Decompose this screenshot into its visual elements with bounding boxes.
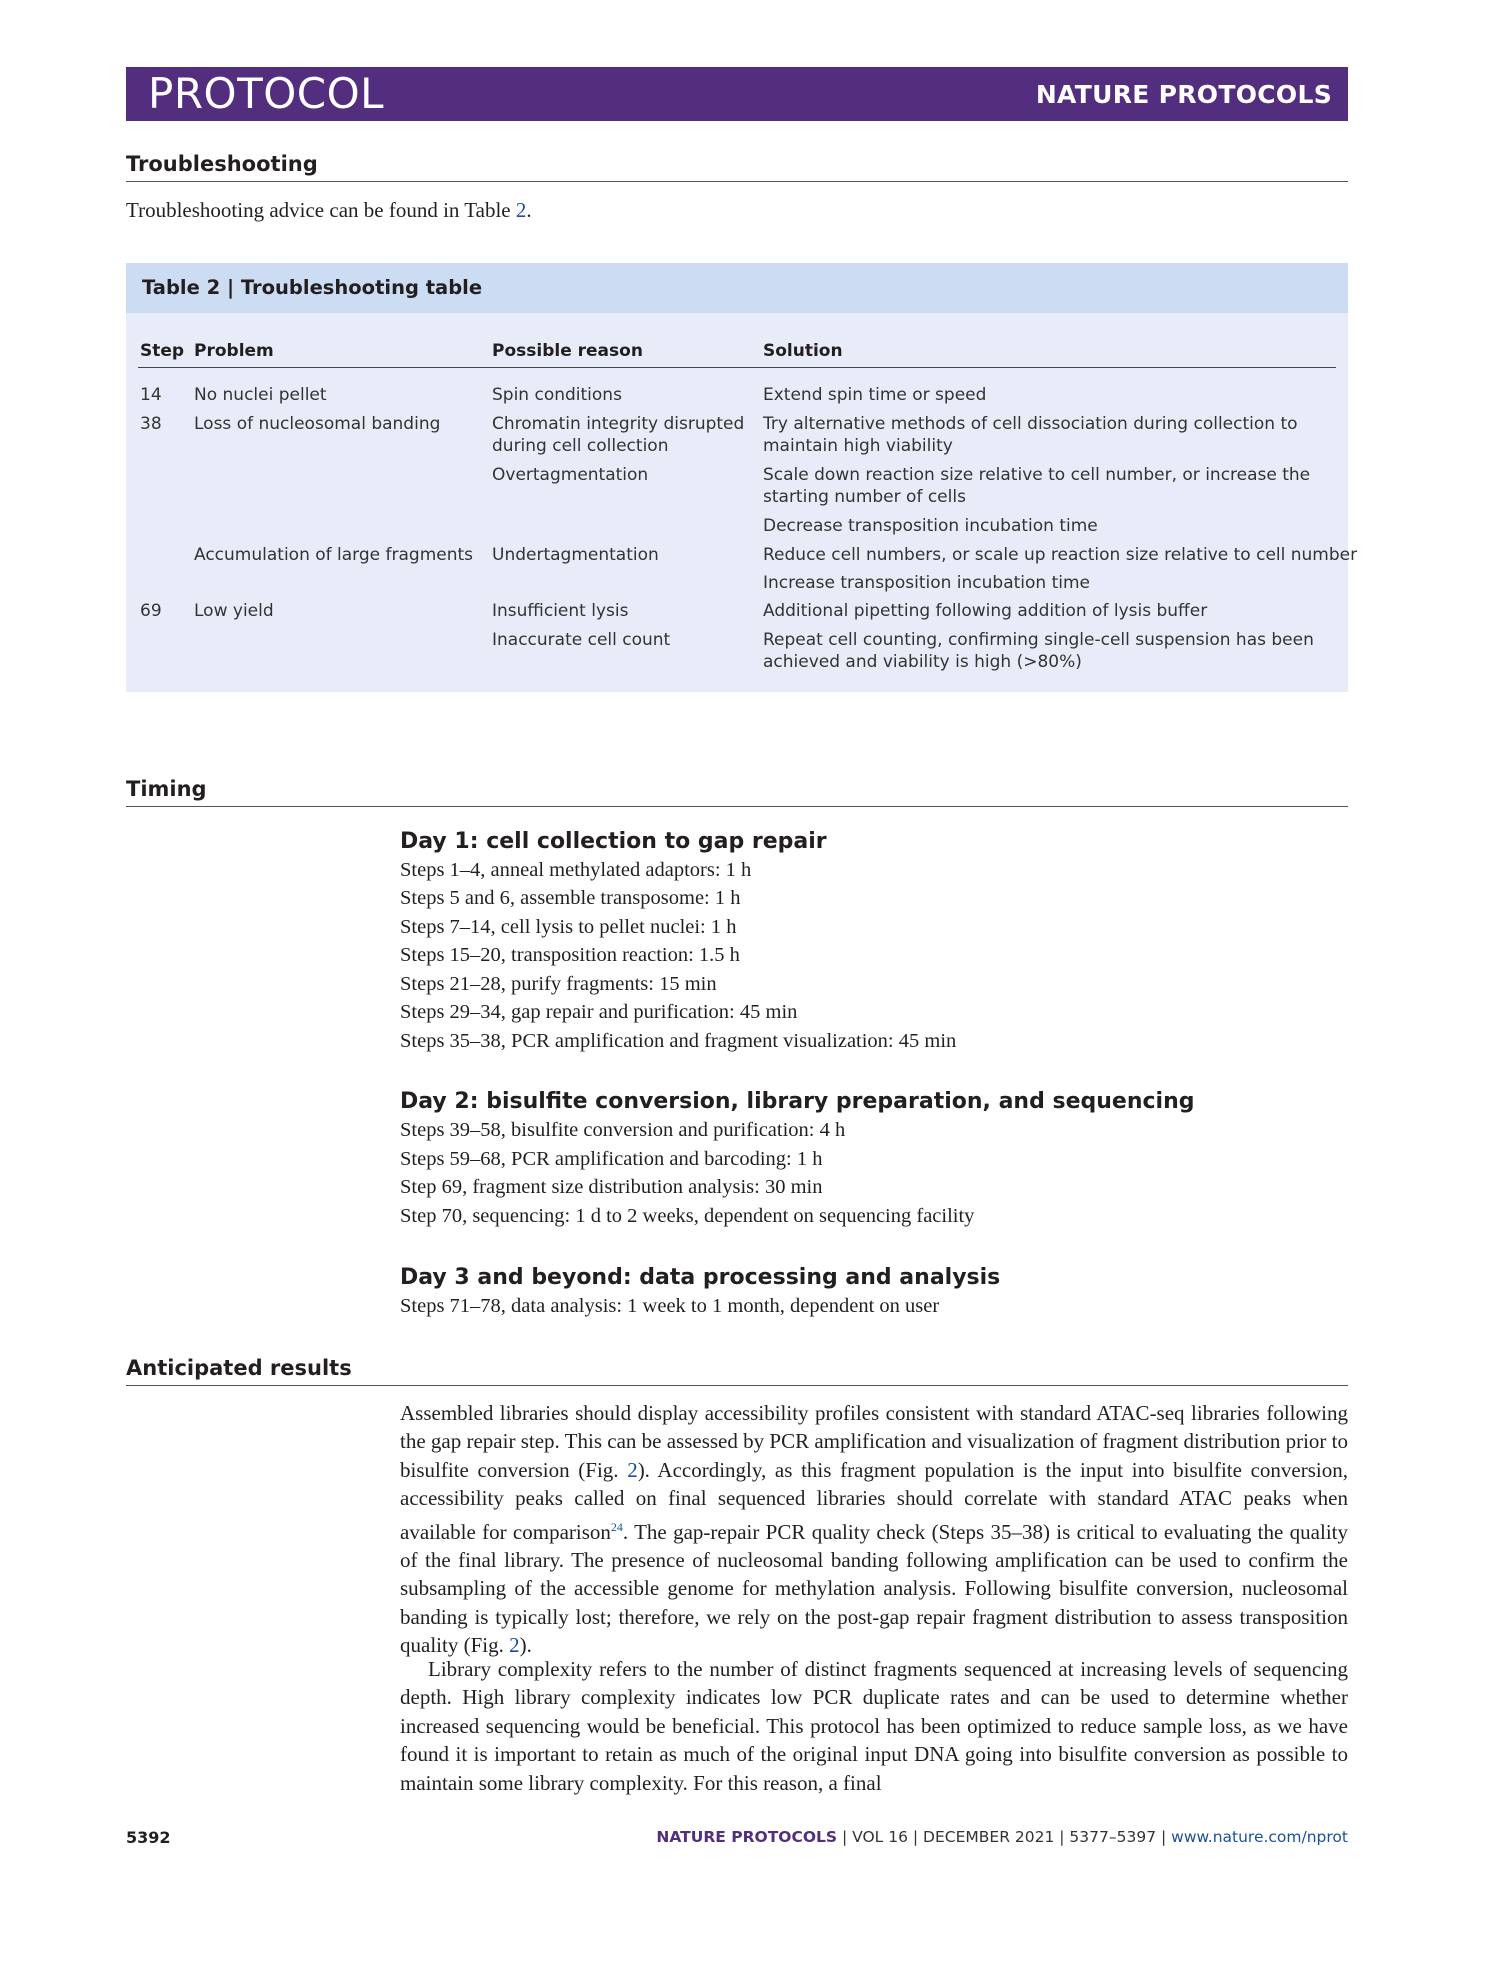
cell-solution: Scale down reaction size relative to cell number, or increase the starting number of cells — [763, 465, 1311, 507]
day1-title: Day 1: cell collection to gap repair — [400, 829, 827, 854]
paragraph-text: . The gap-repair PCR quality check (Steps 35–38) is critical to evaluating the quality of the final library. The presence of nucleosomal banding following amplification can be used to confirm the subsampling of the accessible genome for methylation analysis. Following bisulfite conversion, nucleosomal banding is typically lost; therefore, we rely on the post-gap repair fragment distribution to assess transposition quality (Fig. — [400, 1519, 1348, 1658]
timing-line: Steps 1–4, anneal methylated adaptors: 1 h — [400, 859, 752, 881]
cell-solution: Reduce cell numbers, or scale up reaction size relative to cell number — [763, 545, 1358, 565]
col-header-reason: Possible reason — [492, 341, 643, 361]
col-header-problem: Problem — [194, 341, 274, 361]
cell-step: 14 — [140, 385, 162, 405]
cell-reason: Overtagmentation — [492, 465, 649, 485]
journal-header-bar — [126, 67, 1348, 121]
day3-title: Day 3 and beyond: data processing and analysis — [400, 1265, 1001, 1290]
table-caption: Troubleshooting table — [240, 276, 483, 299]
table-title — [126, 263, 1348, 313]
cell-step: 38 — [140, 414, 162, 434]
footer-sep: | — [907, 1828, 924, 1846]
cell-problem: Low yield — [194, 601, 274, 621]
cell-step: 69 — [140, 601, 162, 621]
col-header-step: Step — [140, 341, 185, 361]
troubleshooting-table — [126, 263, 1358, 692]
intro-text-end: . — [526, 198, 532, 222]
timing-line: Steps 5 and 6, assemble transposome: 1 h — [400, 887, 741, 909]
col-header-solution: Solution — [763, 341, 843, 361]
article-type-label: PROTOCOL — [148, 69, 385, 118]
figure-2-link[interactable]: 2 — [627, 1457, 638, 1482]
paragraph-text: ). — [519, 1633, 532, 1658]
cell-solution: Increase transposition incubation time — [763, 573, 1090, 593]
timing-line: Steps 59–68, PCR amplification and barcoding: 1 h — [400, 1148, 823, 1170]
cell-solution: Extend spin time or speed — [763, 385, 987, 405]
anticipated-results-heading: Anticipated results — [126, 1355, 1348, 1386]
timing-line: Step 70, sequencing: 1 d to 2 weeks, dependent on sequencing facility — [400, 1205, 975, 1227]
timing-line: Steps 35–38, PCR amplification and fragment visualization: 45 min — [400, 1030, 957, 1052]
intro-text: Troubleshooting advice can be found in Table — [126, 198, 516, 222]
timing-line: Steps 21–28, purify fragments: 15 min — [400, 973, 717, 995]
anticipated-paragraph-1 — [400, 1399, 1348, 1660]
reference-24-link[interactable]: 24 — [610, 1519, 623, 1534]
cell-reason: Chromatin integrity disrupted during cell collection — [492, 414, 745, 456]
table-title-separator: | — [220, 276, 241, 299]
anticipated-paragraph-2: Library complexity refers to the number of distinct fragments sequenced at increasing levels of sequencing depth. High library complexity indicates low PCR duplicate rates and can be used to determine whether increased sequencing would be beneficial. This protocol has been optimized to reduce sample loss, as we have found it is important to retain as much of the original input DNA going into bisulfite conversion as possible to maintain some library complexity. For this reason, a final — [400, 1657, 1348, 1795]
troubleshooting-heading: Troubleshooting — [126, 151, 1348, 182]
footer-pages: 5377–5397 — [1069, 1828, 1157, 1846]
cell-reason: Undertagmentation — [492, 545, 659, 565]
table-label: Table 2 — [142, 276, 221, 299]
timing-line: Steps 7–14, cell lysis to pellet nuclei: 1 h — [400, 916, 737, 938]
paragraph-text: Assembled libraries should display accessibility profiles consistent with standard ATAC-seq libraries following the gap repair step. This can be assessed by PCR amplification and visualization of fragment distribution prior to bisulfite conversion (Fig. — [400, 1401, 1348, 1482]
footer-sep: | — [837, 1828, 853, 1846]
footer-journal: NATURE PROTOCOLS — [656, 1828, 838, 1846]
cell-solution: Additional pipetting following addition of lysis buffer — [763, 601, 1208, 621]
cell-reason: Inaccurate cell count — [492, 630, 671, 650]
timing-heading: Timing — [126, 776, 1348, 807]
footer-sep: | — [1156, 1828, 1172, 1846]
timing-line: Steps 39–58, bisulfite conversion and purification: 4 h — [400, 1119, 846, 1141]
cell-problem: Accumulation of large fragments — [194, 545, 474, 565]
footer-sep: | — [1054, 1828, 1070, 1846]
timing-line: Steps 71–78, data analysis: 1 week to 1 month, dependent on user — [400, 1295, 940, 1317]
header-rule — [138, 367, 1336, 368]
timing-line: Step 69, fragment size distribution analysis: 30 min — [400, 1176, 823, 1198]
table-2-link[interactable]: 2 — [515, 198, 527, 222]
day2-title: Day 2: bisulfite conversion, library preparation, and sequencing — [400, 1089, 1195, 1114]
figure-2-link[interactable]: 2 — [509, 1633, 520, 1658]
cell-solution: Try alternative methods of cell dissociation during collection to maintain high viability — [763, 414, 1298, 456]
footer-url-link[interactable]: www.nature.com/nprot — [1171, 1828, 1348, 1846]
cell-solution: Decrease transposition incubation time — [763, 516, 1098, 536]
journal-name-label: NATURE PROTOCOLS — [1035, 80, 1332, 109]
cell-problem: No nuclei pellet — [194, 385, 327, 405]
cell-reason: Spin conditions — [492, 385, 622, 405]
cell-solution: Repeat cell counting, confirming single-cell suspension has been achieved and viability is high (>80%) — [763, 630, 1314, 672]
footer-volume: VOL 16 — [852, 1828, 908, 1846]
timing-line: Steps 29–34, gap repair and purification: 45 min — [400, 1001, 798, 1023]
cell-reason: Insufficient lysis — [492, 601, 629, 621]
troubleshooting-intro — [126, 196, 532, 225]
journal-footer — [656, 1828, 1348, 1846]
page-number: 5392 — [126, 1828, 171, 1847]
footer-date: DECEMBER 2021 — [923, 1828, 1055, 1846]
cell-problem: Loss of nucleosomal banding — [194, 414, 441, 434]
timing-line: Steps 15–20, transposition reaction: 1.5 h — [400, 944, 740, 966]
paragraph-text: ). Accordingly, as this fragment population is the input into bisulfite conversion, accessibility peaks called on final sequenced libraries should correlate with standard ATAC peaks when available for comparison — [400, 1457, 1348, 1544]
